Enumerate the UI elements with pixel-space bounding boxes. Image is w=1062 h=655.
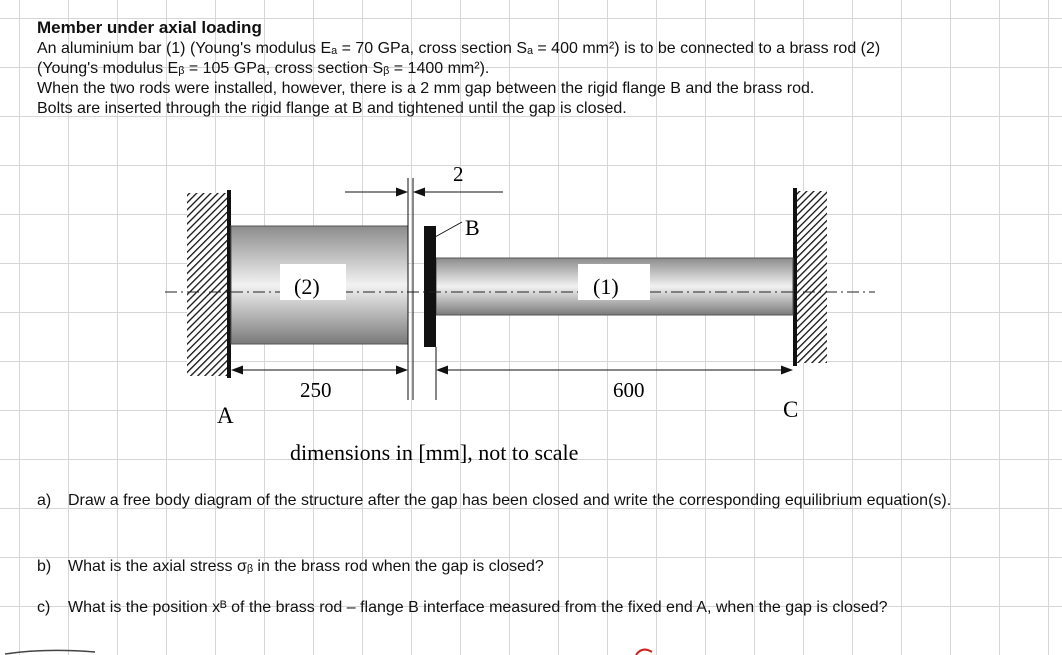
gap-label: 2 [453,162,464,186]
question-text: What is the position xᴮ of the brass rod – flange B interface measured from the fixed end A, when the gap is closed? [68,599,888,616]
brass-rod-label: (2) [294,274,320,299]
intro-line-2: (Young's modulus Eᵦ = 105 GPa, cross section Sᵦ = 1400 mm²). [37,60,490,77]
axial-bar-diagram [150,150,890,470]
figure [150,150,890,470]
question-letter: c) [37,599,51,616]
intro-line-4: Bolts are inserted through the rigid flange at B and tightened until the gap is closed. [37,100,627,117]
fixed-support-c [793,188,827,366]
gap-dimension [345,188,503,197]
intro-line-1: An aluminium bar (1) (Young's modulus Eₐ = 70 GPa, cross section Sₐ = 400 mm²) is to be connected to a brass rod (2) [37,40,881,57]
length-label-600: 600 [613,378,645,402]
question-text: Draw a free body diagram of the structure after the gap has been closed and write the corresponding equilibrium equation(s). [68,492,952,509]
flange-label: B [465,215,480,240]
support-label-a: A [217,403,234,428]
intro-line-3: When the two rods were installed, however, there is a 2 mm gap between the rigid flange B and the brass rod. [37,80,815,97]
question-letter: a) [37,492,52,509]
doc-title: Member under axial loading [37,18,262,37]
length-dimension-250 [231,366,408,375]
support-label-c: C [783,397,799,422]
length-dimension-600 [436,366,793,375]
bottom-edge-marks [0,646,1062,655]
length-label-250: 250 [300,378,332,402]
flange-leader [435,222,462,237]
fixed-support-a [187,190,231,378]
question-text: What is the axial stress σᵦ in the brass rod when the gap is closed? [68,558,544,575]
problem-statement [37,39,880,119]
figure-caption: dimensions in [mm], not to scale [290,440,579,465]
rigid-flange-b [424,226,436,347]
aluminium-bar-label: (1) [593,274,619,299]
question-letter: b) [37,558,52,575]
